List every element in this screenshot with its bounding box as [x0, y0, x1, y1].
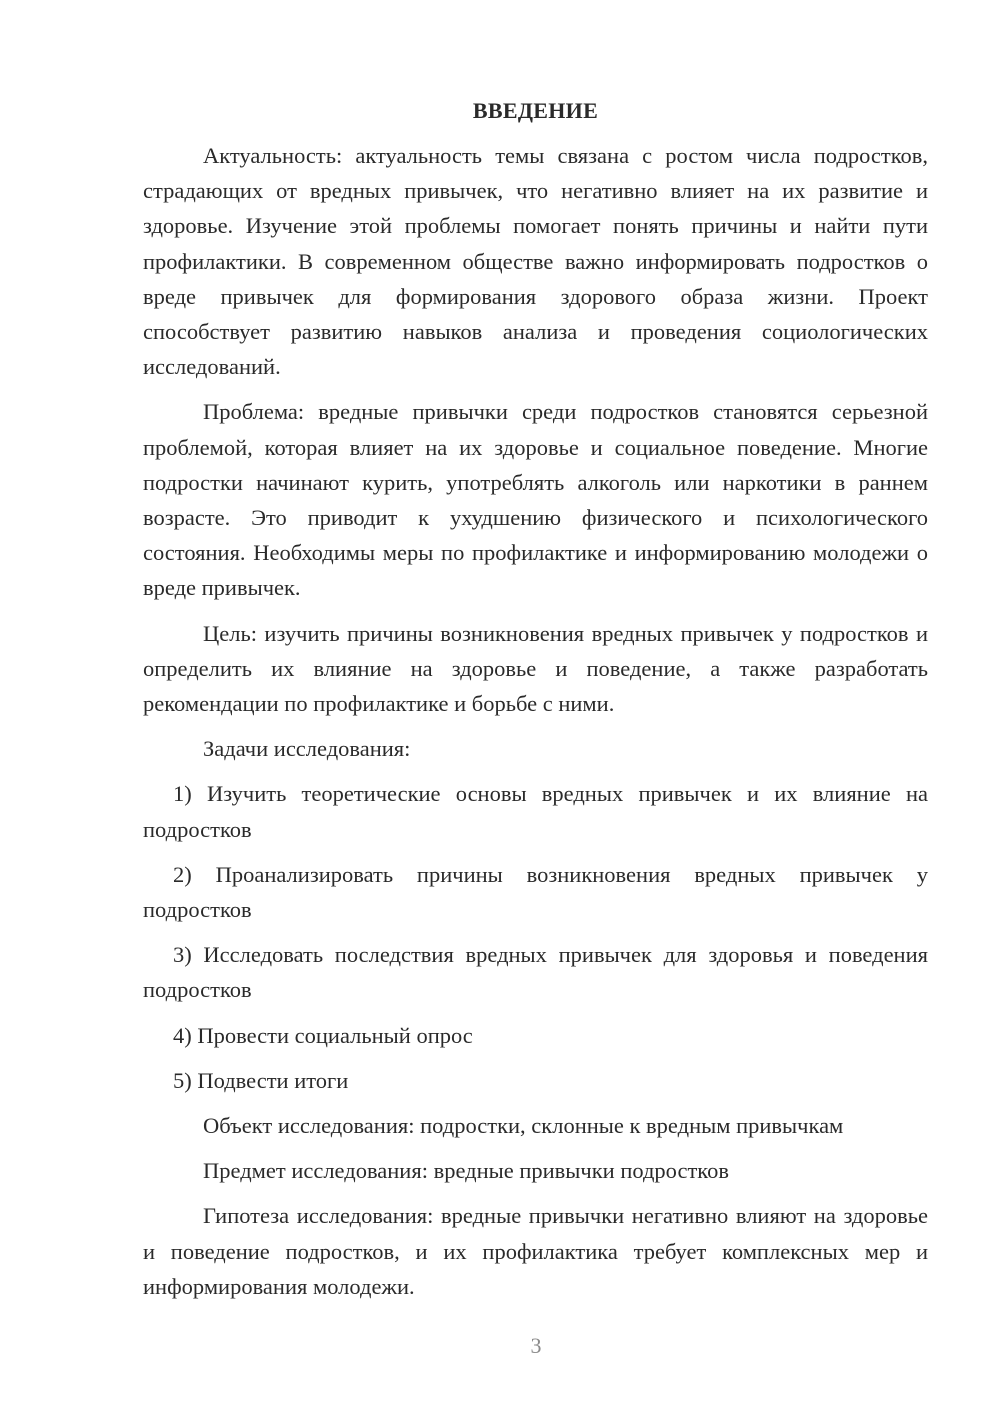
problem-paragraph: Проблема: вредные привычки среди подростков становятся серьезной проблемой, которая влияет на их здоровье и социальное поведение. Многие подростки начинают курить, употреблять алкоголь или наркотики в раннем возрасте. Это приводит к ухудшению физического и психологического состояния. Необходимы меры по профилактике и информированию молодежи о вреде привычек.: [143, 399, 928, 601]
relevance-paragraph: Актуальность: актуальность темы связана с ростом числа подростков, страдающих от вредных привычек, что негативно влияет на их развитие и здоровье. Изучение этой проблемы помогает понять причины и найти пути профилактики. В современном обществе важно информировать подростков о вреде привычек для формирования здорового образа жизни. Проект способствует развитию навыков анализа и проведения социологических исследований.: [143, 143, 928, 380]
object-paragraph: Объект исследования: подростки, склонные к вредным привычкам: [203, 1113, 844, 1139]
page-number: 3: [530, 1333, 542, 1358]
goal-paragraph: Цель: изучить причины возникновения вредных привычек у подростков и определить их влияние на здоровье и поведение, а также разработать рекомендации по профилактике и борьбе с ними.: [143, 620, 928, 717]
task-item-2: 2) Проанализировать причины возникновения вредных привычек у подростков: [143, 861, 928, 923]
tasks-heading: Задачи исследования:: [203, 736, 411, 762]
task-item-3: 3) Исследовать последствия вредных привычек для здоровья и поведения подростков: [143, 942, 928, 1003]
task-item-5: 5) Подвести итоги: [173, 1067, 349, 1093]
task-item-4: 4) Провести социальный опрос: [173, 1022, 473, 1048]
page-content: [143, 96, 928, 1304]
subject-paragraph: Предмет исследования: вредные привычки подростков: [203, 1158, 729, 1184]
task-item-1: 1) Изучить теоретические основы вредных привычек и их влияние на подростков: [143, 781, 928, 842]
page-title: ВВЕДЕНИЕ: [472, 98, 599, 123]
hypothesis-paragraph: Гипотеза исследования: вредные привычки негативно влияют на здоровье и поведение подростков, и их профилактика требует комплексных мер и информирования молодежи.: [143, 1203, 928, 1299]
